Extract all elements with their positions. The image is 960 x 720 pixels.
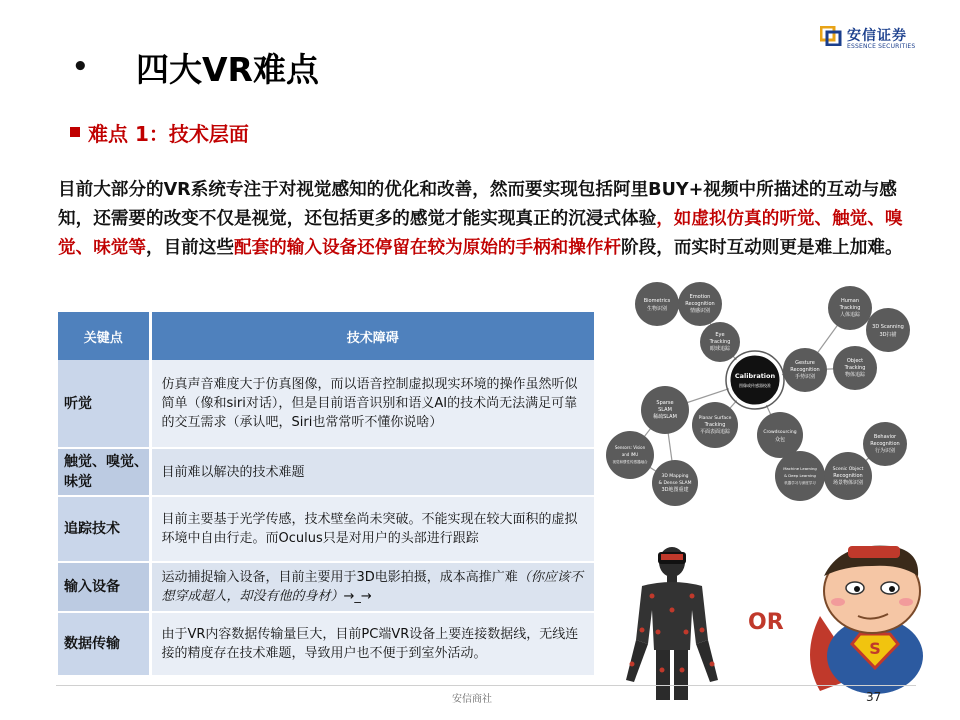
- node-scenic-2: Recognition: [833, 473, 863, 479]
- para-part-1: 目前大部分的VR系统专注于对视觉感知的优化和改善，然而要实现包括阿里BUY+视频中所描述的互动与感知，还需要的改变不仅是视觉，还包括更多的感觉才能实现真正的沉浸式体验: [58, 180, 897, 229]
- intro-paragraph: [58, 176, 908, 263]
- node-sparse: Sparse: [656, 400, 674, 406]
- node-planar: Planar Surface: [698, 416, 732, 421]
- page-number: 37: [866, 690, 882, 704]
- node-human-2: Tracking: [839, 305, 861, 311]
- table-row: [58, 562, 594, 612]
- section-subtitle: 难点 1：技术层面: [88, 122, 249, 146]
- node-planar-cn: 平面表面追踪: [699, 429, 731, 435]
- node-3dmap-2: & Dense SLAM: [658, 481, 692, 486]
- center-node-cn: 图像或传感器校准: [739, 383, 771, 388]
- node-emotion-2: Recognition: [685, 301, 715, 307]
- node-biometrics-cn: 生物识别: [646, 306, 668, 312]
- obstacles-table: [58, 312, 594, 677]
- node-human: Human: [840, 298, 860, 304]
- header-tech-obstacle: 技术障碍: [150, 312, 594, 360]
- node-behavior-cn: 行为识别: [874, 448, 896, 454]
- node-object-cn: 物体追踪: [844, 372, 866, 378]
- table-row: [58, 448, 594, 496]
- para-part-3: ，目前这些: [145, 238, 234, 258]
- title-bullet: •: [72, 52, 89, 82]
- row-value: 目前难以解决的技术难题: [150, 448, 594, 496]
- row-value: 仿真声音难度大于仿真图像，而以语音控制虚拟现实环境的操作虽然听似简单（像和siri对话），但是目前语音识别和语义AI的技术尚无法满足可靠的交互需求（承认吧，Siri也常常听不懂你说啥）: [150, 360, 594, 448]
- node-sparse-2: SLAM: [658, 407, 672, 413]
- node-ml-2: & Deep Learning: [784, 473, 816, 478]
- node-3dmap: 3D Mapping: [661, 474, 689, 479]
- node-crowd-cn: 众包: [774, 437, 786, 443]
- para-part-2: ，如虚拟仿真的听觉、触觉、嗅觉、味觉等: [58, 209, 903, 258]
- row-key: 触觉、嗅觉、味觉: [58, 448, 150, 496]
- row-value-italic: （你应该不想穿成超人，却没有他的身材）→_→: [161, 570, 583, 604]
- vr-tech-diagram: [600, 270, 920, 510]
- row-value: [150, 562, 594, 612]
- svg-text:S: S: [869, 639, 881, 658]
- node-biometrics: Biometrics: [643, 298, 671, 304]
- header-key-point: 关键点: [58, 312, 150, 360]
- node-behavior-2: Recognition: [870, 441, 900, 447]
- table-row: [58, 360, 594, 448]
- page-title: 四大VR难点: [136, 50, 319, 89]
- node-object-2: Tracking: [844, 365, 866, 371]
- table-row: [58, 496, 594, 562]
- node-eye-2: Tracking: [709, 339, 731, 345]
- row-value-text: 运动捕捉输入设备，目前主要用于3D电影拍摄，成本高推广难: [161, 570, 518, 585]
- square-bullet-icon: [70, 127, 80, 137]
- node-sparse-cn: 稀疏SLAM: [653, 414, 677, 420]
- node-sensors: Sensors: Vision: [614, 445, 646, 450]
- node-eye: Eye: [715, 332, 725, 338]
- node-gesture: Gesture: [795, 360, 815, 366]
- node-3dscan-cn: 3D扫描: [879, 332, 897, 338]
- node-human-cn: 人体追踪: [839, 312, 861, 318]
- node-emotion: Emotion: [689, 294, 711, 300]
- node-sensors-cn: 视觉和惯性传感器融合: [612, 460, 648, 464]
- node-3dscan: 3D Scanning: [872, 324, 904, 330]
- row-key: 追踪技术: [58, 496, 150, 562]
- node-scenic-cn: 场景物体识别: [832, 480, 864, 486]
- row-value: 目前主要基于光学传感，技术壁垒尚未突破。不能实现在较大面积的虚拟环境中自由行走。而Oculus只是对用户的头部进行跟踪: [150, 496, 594, 562]
- node-gesture-cn: 手势识别: [794, 374, 816, 380]
- node-sensors-2: and IMU: [621, 452, 639, 457]
- node-ml-cn: 机器学习与深度学习: [784, 481, 816, 485]
- para-part-5: 阶段，而实时互动则更是难上加难。: [621, 238, 903, 258]
- node-ml: Machine Learning: [783, 466, 817, 471]
- row-key: 输入设备: [58, 562, 150, 612]
- node-planar-2: Tracking: [704, 422, 726, 428]
- node-emotion-cn: 情感识别: [689, 308, 711, 314]
- para-part-4: 配套的输入设备还停留在较为原始的手柄和操作杆: [233, 238, 622, 258]
- logo-chinese-name: 安信证券: [847, 28, 907, 44]
- footer-source: 安信商社: [452, 694, 492, 705]
- footer-divider: [56, 685, 916, 686]
- node-gesture-2: Recognition: [790, 367, 820, 373]
- table-row: [58, 612, 594, 676]
- logo-english-name: ESSENCE SECURITIES: [847, 43, 916, 50]
- node-scenic: Scenic Object: [832, 467, 864, 472]
- node-behavior: Behavior: [873, 434, 897, 440]
- node-3dmap-cn: 3D地图重建: [661, 487, 689, 493]
- row-key: 听觉: [58, 360, 150, 448]
- table-header-row: [58, 312, 594, 360]
- cartoon-superman-icon: [800, 536, 950, 696]
- center-node-en: Calibration: [734, 372, 776, 380]
- vr-motion-capture-figure-icon: [612, 540, 732, 700]
- or-label: OR: [748, 610, 784, 635]
- logo-mark-icon: [820, 26, 842, 46]
- row-value: 由于VR内容数据传输量巨大，目前PC端VR设备上要连接数据线，无线连接的精度存在技术难题，导致用户也不便于到室外活动。: [150, 612, 594, 676]
- node-eye-cn: 眼球追踪: [709, 346, 731, 352]
- node-object: Object: [846, 358, 864, 364]
- row-key: 数据传输: [58, 612, 150, 676]
- node-crowd: Crowdsourcing: [763, 430, 797, 435]
- company-logo: [820, 24, 932, 54]
